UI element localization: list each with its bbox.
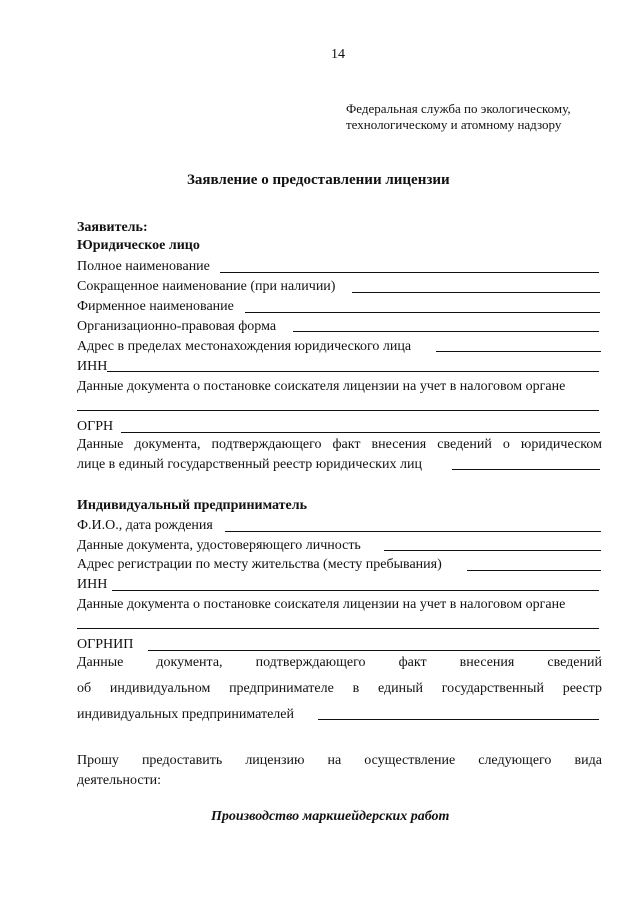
word: документа,	[156, 655, 223, 670]
inn-label: ИНН	[77, 359, 108, 374]
individual-heading: Индивидуальный предприниматель	[77, 498, 308, 513]
word: сведений	[437, 437, 492, 452]
id-doc-label: Данные документа, удостоверяющего личность	[77, 538, 361, 553]
applicant-heading: Заявитель:	[77, 220, 148, 235]
word: следующего	[478, 753, 552, 768]
ogrnip-field[interactable]	[148, 650, 600, 651]
request-line-1	[77, 753, 602, 769]
ogrn-field[interactable]	[121, 432, 600, 433]
addressee-line-2: технологическому и атомному надзору	[346, 117, 562, 132]
ogrn-label: ОГРН	[77, 419, 114, 434]
short-name-label: Сокращенное наименование (при наличии)	[77, 279, 336, 294]
full-name-label: Полное наименование	[77, 259, 210, 274]
word: внесения	[459, 655, 515, 670]
short-name-field[interactable]	[352, 292, 600, 293]
word: внесения	[371, 437, 427, 452]
egrip-doc-field[interactable]	[318, 719, 599, 720]
word: предпринимателе	[229, 681, 334, 696]
address-field[interactable]	[436, 351, 601, 352]
word: документа,	[134, 437, 201, 452]
page-number: 14	[331, 47, 345, 62]
legal-entity-heading: Юридическое лицо	[77, 238, 200, 253]
legal-form-field[interactable]	[293, 331, 599, 332]
tax-doc-field[interactable]	[77, 410, 599, 411]
word: о	[502, 437, 510, 452]
word: факт	[332, 437, 361, 452]
egrul-doc-line-2: лице в единый государственный реестр юридических лиц	[77, 457, 422, 472]
tax-doc-label: Данные документа о постановке соискателя лицензии на учет в налоговом органе	[77, 379, 566, 394]
request-line-2: деятельности:	[77, 773, 162, 788]
word: подтверждающего	[255, 655, 366, 670]
word: государственный	[441, 681, 544, 696]
document-title: Заявление о предоставлении лицензии	[187, 172, 450, 188]
egrip-doc-line-2	[77, 681, 602, 697]
word: на	[327, 753, 342, 768]
ip-tax-doc-label: Данные документа о постановке соискателя лицензии на учет в налоговом органе	[77, 597, 566, 612]
word: подтверждающего	[211, 437, 322, 452]
ip-inn-field[interactable]	[112, 590, 599, 591]
legal-form-label: Организационно-правовая форма	[77, 319, 277, 334]
addressee-line-1: Федеральная служба по экологическому,	[346, 101, 571, 116]
reg-address-field[interactable]	[467, 570, 601, 571]
word: в	[352, 681, 360, 696]
ogrnip-label: ОГРНИП	[77, 637, 134, 652]
fio-birth-label: Ф.И.О., дата рождения	[77, 518, 213, 533]
egrip-doc-line-1	[77, 655, 602, 671]
reg-address-label: Адрес регистрации по месту жительства (месту пребывания)	[77, 557, 442, 572]
word: юридическом	[520, 437, 602, 452]
activity-name: Производство маркшейдерских работ	[211, 809, 450, 824]
word: индивидуальном	[109, 681, 211, 696]
word: сведений	[547, 655, 602, 670]
word: предоставить	[141, 753, 223, 768]
word: осуществление	[364, 753, 456, 768]
egrul-doc-field[interactable]	[452, 469, 600, 470]
fio-birth-field[interactable]	[225, 531, 601, 532]
word: об	[77, 681, 92, 696]
word: лицензию	[245, 753, 305, 768]
ip-tax-doc-field[interactable]	[77, 628, 599, 629]
egrul-doc-line-1	[77, 437, 602, 453]
brand-name-label: Фирменное наименование	[77, 299, 234, 314]
inn-field[interactable]	[107, 371, 599, 372]
word: единый	[377, 681, 423, 696]
id-doc-field[interactable]	[384, 550, 601, 551]
ip-inn-label: ИНН	[77, 577, 108, 592]
full-name-field[interactable]	[220, 272, 599, 273]
address-label: Адрес в пределах местонахождения юридического лица	[77, 339, 412, 354]
word: Данные	[77, 437, 124, 452]
word: реестр	[562, 681, 602, 696]
word: Прошу	[77, 753, 119, 768]
brand-name-field[interactable]	[245, 312, 600, 313]
word: Данные	[77, 655, 124, 670]
word: факт	[398, 655, 427, 670]
word: вида	[574, 753, 602, 768]
egrip-doc-line-3: индивидуальных предпринимателей	[77, 707, 294, 722]
